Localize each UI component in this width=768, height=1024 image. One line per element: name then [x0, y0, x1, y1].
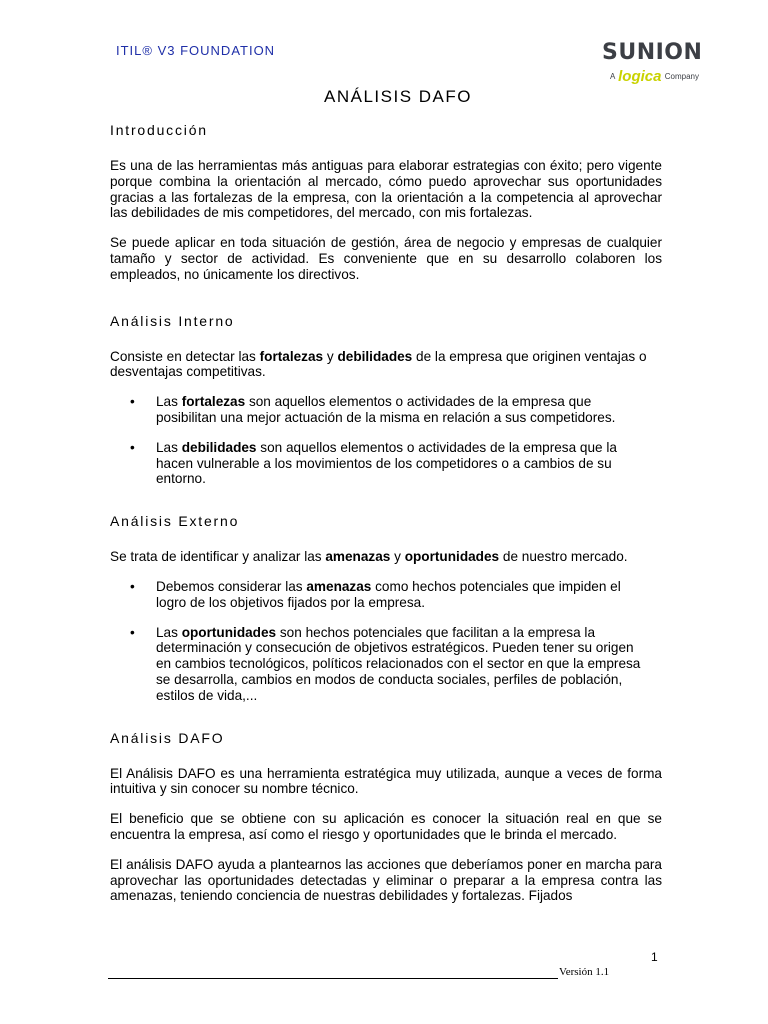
list-item — [110, 440, 662, 487]
text-run: son aquellos elementos o actividades de la empresa que la hacen vulnerable a los movimientos de los competidores o a cambios de su entorno. — [156, 439, 617, 487]
list-item — [110, 394, 662, 426]
text-run: de nuestro mercado. — [499, 549, 628, 565]
text-run: de la empresa que originen ventajas o desventajas competitivas. — [110, 348, 647, 380]
bold-term: fortalezas — [259, 348, 324, 364]
text-run: Consiste en detectar las — [110, 348, 260, 364]
externo-paragraph — [110, 549, 662, 565]
logo-sub-brand: logica — [618, 68, 662, 85]
section-heading-dafo: Análisis DAFO — [110, 729, 225, 746]
dafo-paragraph-1: El Análisis DAFO es una herramienta estratégica muy utilizada, aunque a veces de forma intuitiva y sin conocer su nombre técnico. — [110, 765, 662, 797]
bold-term: debilidades — [181, 439, 257, 455]
text-run: Las — [156, 439, 182, 455]
logo-tagline — [610, 68, 699, 85]
section-heading-introduccion: Introducción — [110, 122, 208, 138]
version-label: Versión 1.1 — [559, 966, 610, 978]
header-course-title: ITIL® V3 FOUNDATION — [116, 43, 276, 58]
company-logo — [598, 40, 706, 86]
bold-term: debilidades — [337, 348, 413, 364]
bold-term: oportunidades — [404, 549, 500, 565]
intro-paragraph-1: Es una de las herramientas más antiguas para elaborar estrategias con éxito; pero vigente porque combina la orientación al mercado, cómo puedo aprovechar sus oportunidades gracias a las fortalezas de la empresa, con la orientación a la competencia al aprovechar las debilidades de mis competidores, del mercado, con mis fortalezas. — [110, 158, 662, 221]
interno-bullet-list — [110, 394, 662, 487]
intro-paragraph-2: Se puede aplicar en toda situación de gestión, área de negocio y empresas de cualquier tamaño y sector de actividad. Es conveniente que en su desarrollo colaboren los empleados, no únicamente los directivos. — [110, 235, 662, 282]
bold-term: amenazas — [306, 578, 372, 594]
interno-paragraph — [110, 349, 662, 381]
logo-name: SUNION — [602, 40, 703, 65]
bold-term: fortalezas — [181, 394, 246, 410]
document-title — [0, 87, 700, 107]
document-title-text: ANÁLISIS DAFO — [324, 87, 472, 106]
page-number: 1 — [651, 950, 658, 964]
list-item — [110, 625, 662, 704]
dafo-paragraph-3: El análisis DAFO ayuda a plantearnos las acciones que deberíamos poner en marcha para aprovechar las oportunidades detectadas y eliminar o preparar a la empresa contra las amenazas, teniendo conciencia de nuestras debilidades y fortalezas. Fijados — [110, 856, 662, 904]
text-run: como hechos potenciales que impiden el logro de los objetivos fijados por la empresa. — [156, 578, 621, 610]
document-body — [110, 122, 662, 918]
bold-term: amenazas — [325, 549, 391, 565]
footer-divider — [108, 978, 558, 979]
bullet-icon: • — [130, 394, 135, 410]
externo-bullet-list — [110, 579, 662, 704]
bold-term: oportunidades — [181, 624, 277, 640]
list-item — [110, 579, 662, 611]
bullet-icon: • — [130, 439, 135, 455]
text-run: son hechos potenciales que facilitan a la empresa la determinación y consecución de objetivos estratégicos. Pueden tener su origen en cambios tecnológicos, políticos relacionados con el sector en que la empresa se desarrolla, cambios en modos de conducta sociales, perfiles de población, estilos de vida,... — [156, 624, 641, 703]
logo-sub-suffix: Company — [664, 72, 699, 81]
text-run: Las — [156, 624, 182, 640]
text-run: Las — [156, 394, 182, 410]
text-run: Se trata de identificar y analizar las — [110, 549, 326, 565]
section-heading-interno: Análisis Interno — [110, 312, 235, 329]
text-run: son aquellos elementos o actividades de la empresa que posibilitan una mejor actuación de la misma en relación a sus competidores. — [156, 394, 616, 425]
logo-sub-prefix: A — [610, 72, 615, 81]
section-heading-externo: Análisis Externo — [110, 513, 240, 530]
bullet-icon: • — [130, 624, 135, 640]
text-run: y — [390, 549, 405, 565]
dafo-paragraph-2: El beneficio que se obtiene con su aplicación es conocer la situación real en que se encuentra la empresa, así como el riesgo y oportunidades que le brinda el mercado. — [110, 811, 662, 842]
text-run: Debemos considerar las — [156, 578, 307, 594]
text-run: y — [323, 348, 338, 364]
bullet-icon: • — [130, 578, 135, 594]
